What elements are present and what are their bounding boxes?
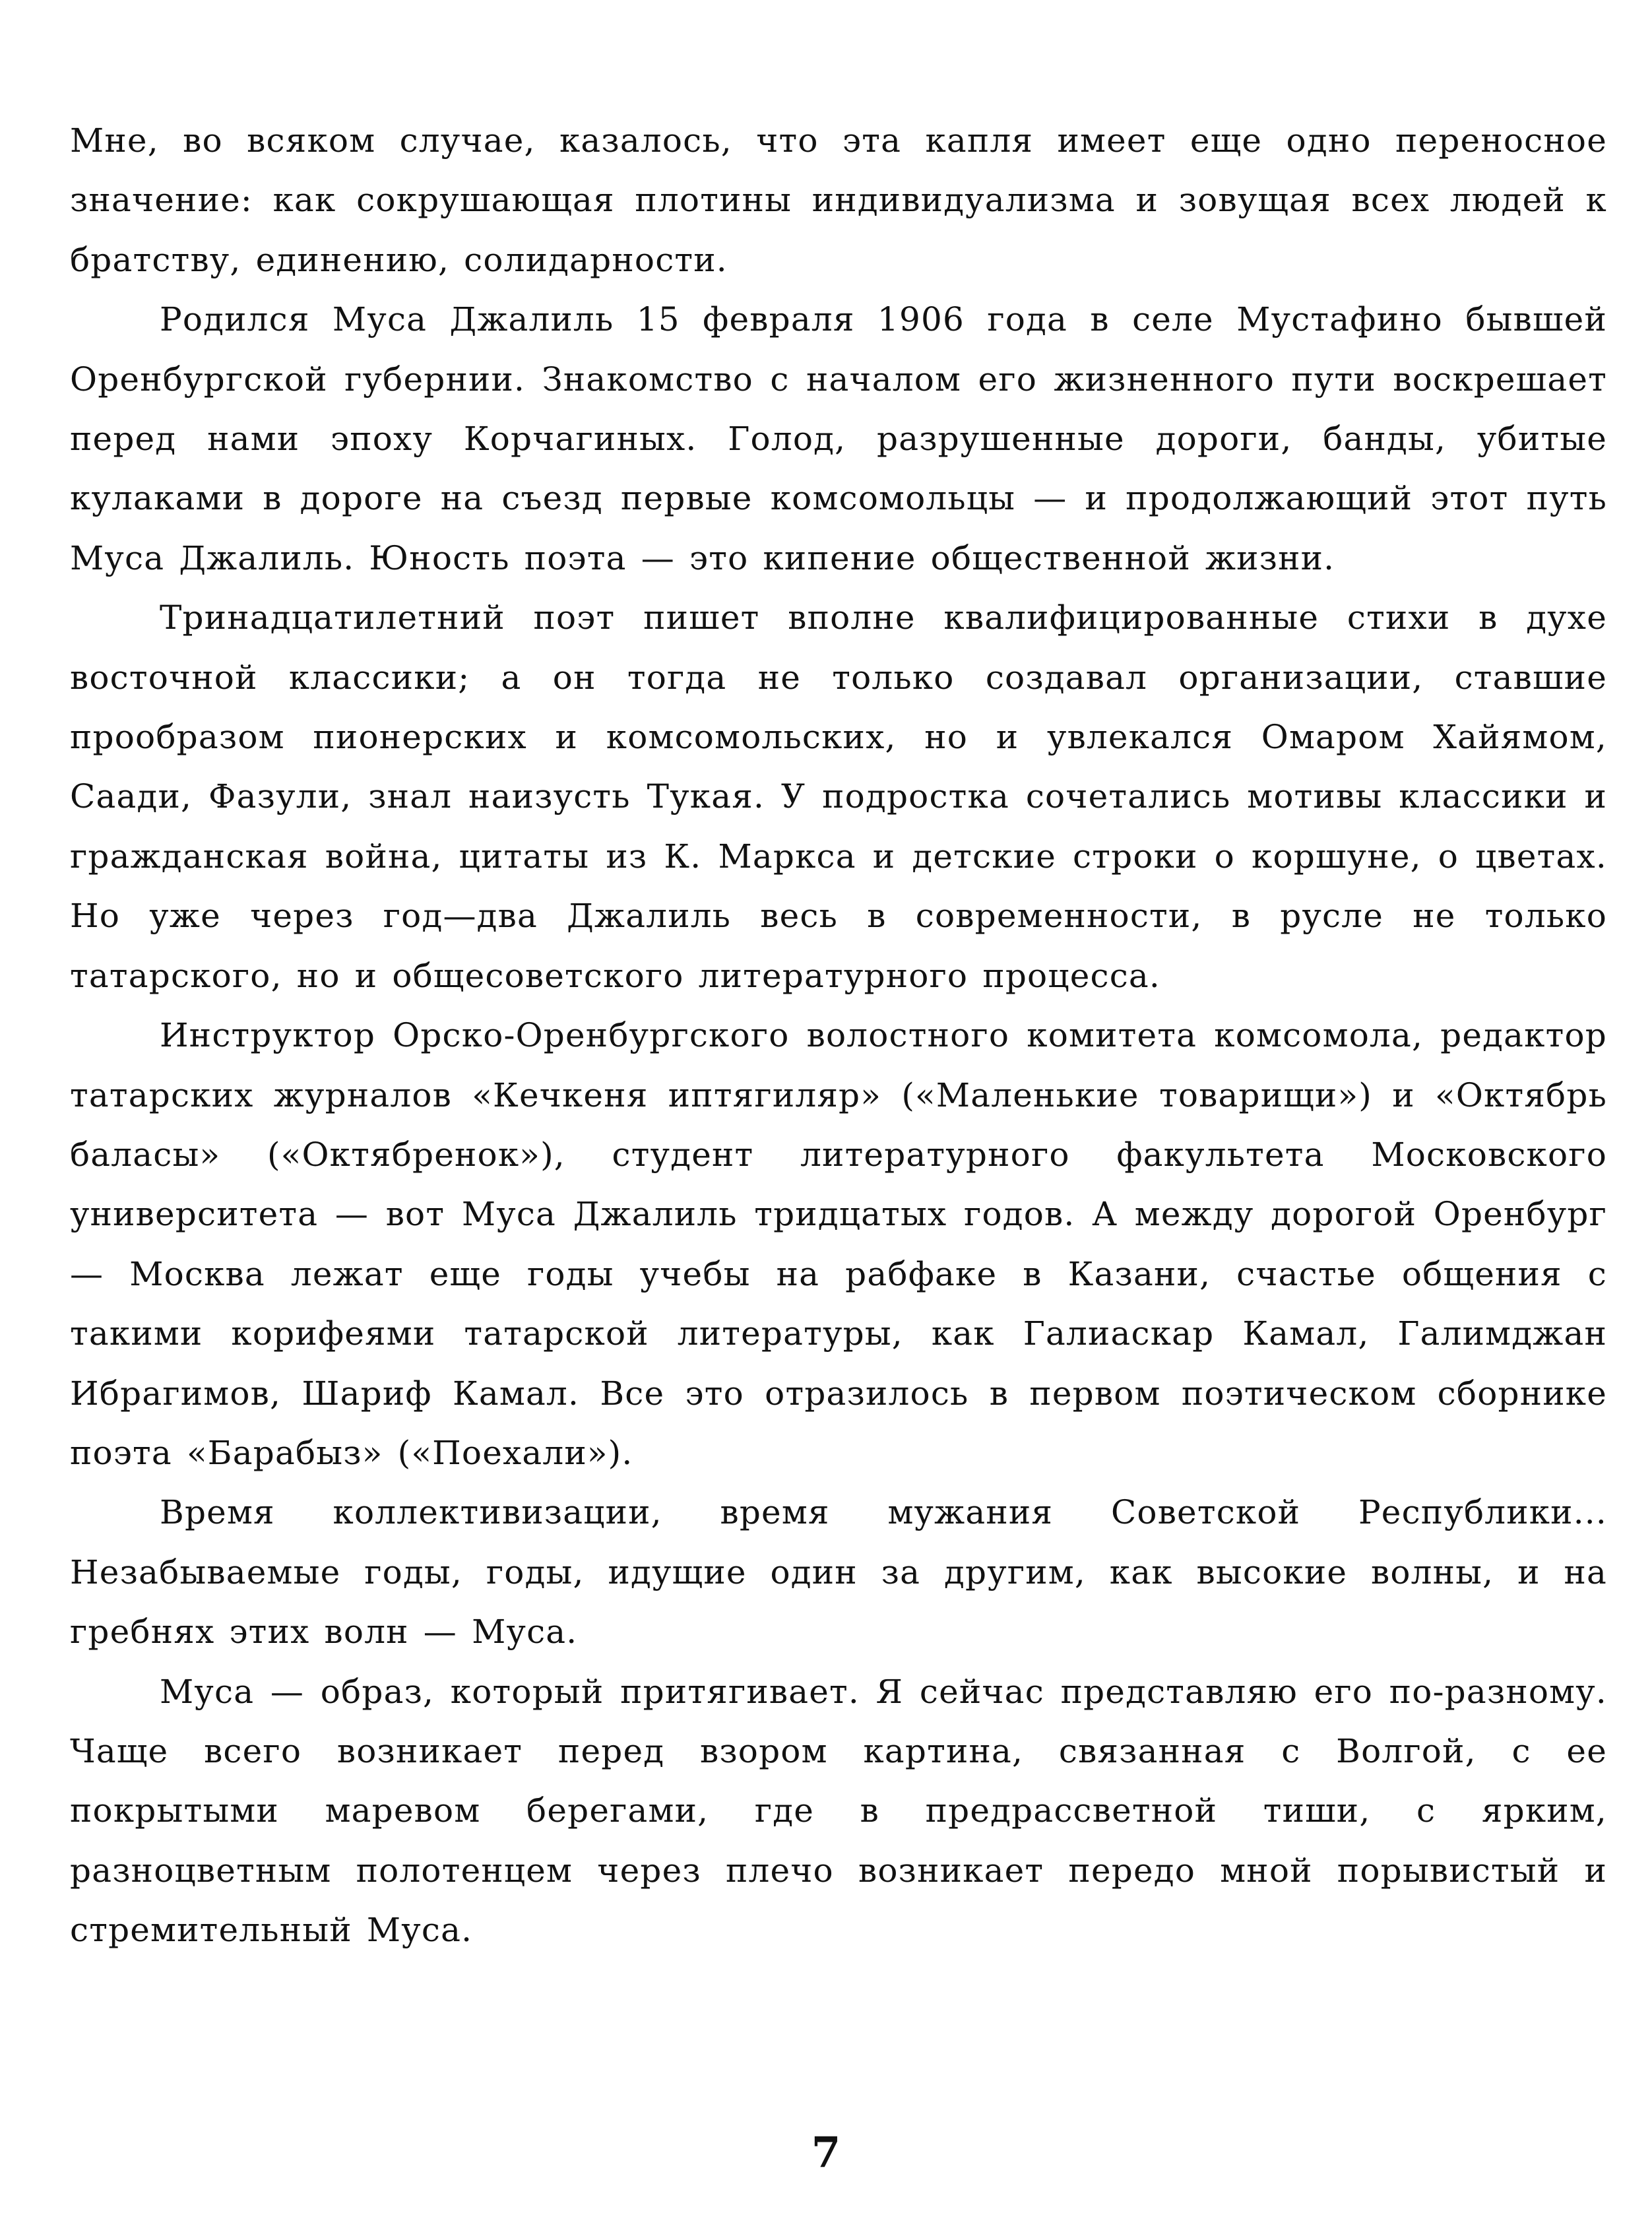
- paragraph-2: Родился Муса Джалиль 15 февраля 1906 года в селе Мустафино бывшей Оренбургской губернии. Знакомство с началом его жизненного пути воскрешает перед нами эпоху Корчагиных. Голод, разрушенные дороги, банды, убитые кулаками в дороге на съезд первые комсомольцы — и продолжающий этот путь Муса Джалиль. Юность поэта — это кипение общественной жизни.: [70, 300, 1607, 577]
- paragraph-3: Тринадцатилетний поэт пишет вполне квалифицированные стихи в духе восточной классики; а он тогда не только создавал организации, ставшие прообразом пионерских и комсомольских, но и увлекался Омаром Хайямом, Саади, Фазули, знал наизусть Тукая. У подростка сочетались мотивы классики и гражданская война, цитаты из К. Маркса и детские строки о коршуне, о цветах. Но уже через год—два Джалиль весь в современности, в русле не только татарского, но и общесоветского литературного процесса.: [70, 598, 1607, 995]
- paragraph-1: Мне, во всяком случае, казалось, что эта капля имеет еще одно переносное значение: как сокрушающая плотины индивидуализма и зовущая всех людей к братству, единению, солидарности.: [70, 121, 1607, 279]
- body-text: [70, 111, 1607, 1960]
- paragraph-4: Инструктор Орско-Оренбургского волостного комитета комсомола, редактор татарских журналов «Кечкеня иптягиляр» («Маленькие товарищи») и «Октябрь баласы» («Октябренок»), студент литературного факультета Московского университета — вот Муса Джалиль тридцатых годов. А между дорогой Оренбург — Москва лежат еще годы учебы на рабфаке в Казани, счастье общения с такими корифеями татарской литературы, как Галиаскар Камал, Галимджан Ибрагимов, Шариф Камал. Все это отразилось в первом поэтическом сборнике поэта «Барабыз» («Поехали»).: [70, 1016, 1607, 1472]
- paragraph-6: Муса — образ, который притягивает. Я сейчас представляю его по-разному. Чаще всего возникает перед взором картина, связанная с Волгой, с ее покрытыми маревом берегами, где в предрассветной тиши, с ярким, разноцветным полотенцем через плечо возникает передо мной порывистый и стремительный Муса.: [70, 1672, 1607, 1950]
- page-number: 7: [811, 2128, 841, 2177]
- paragraph-5: Время коллективизации, время мужания Советской Республики... Незабываемые годы, годы, идущие один за другим, как высокие волны, и на гребнях этих волн — Муса.: [70, 1493, 1607, 1652]
